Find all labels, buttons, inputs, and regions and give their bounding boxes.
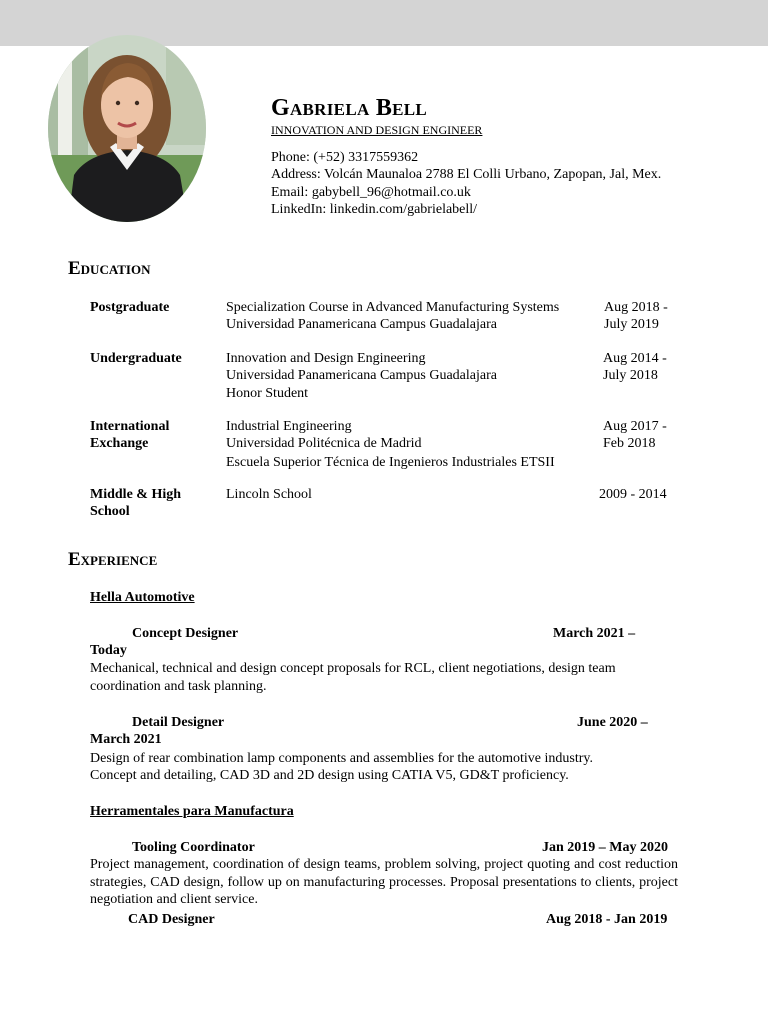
candidate-title: INNOVATION AND DESIGN ENGINEER [271, 123, 483, 137]
role-dates: Jan 2019 – May 2020 [542, 840, 668, 855]
role-title: CAD Designer [128, 912, 215, 927]
education-heading: Education [68, 258, 151, 279]
role-title: Tooling Coordinator [132, 840, 255, 855]
education-level: Postgraduate [90, 300, 170, 315]
role-dates: Aug 2018 - Jan 2019 [546, 912, 668, 927]
education-level: Middle & High [90, 487, 182, 502]
education-level: International [90, 419, 170, 434]
education-level: Undergraduate [90, 351, 182, 366]
phone-line: Phone: (+52) 3317559362 [271, 150, 419, 165]
role-dates: Today [90, 643, 127, 658]
education-dates: 2009 - 2014 [599, 487, 667, 502]
company-name: Herramentales para Manufactura [90, 804, 294, 819]
education-dates: July 2018 [603, 368, 658, 383]
role-description: Concept and detailing, CAD 3D and 2D design using CATIA V5, GD&T proficiency. [90, 768, 569, 783]
candidate-name: Gabriela Bell [271, 95, 428, 121]
role-description: Design of rear combination lamp components and assemblies for the automotive industry. [90, 751, 593, 766]
experience-heading: Experience [68, 549, 158, 570]
education-line: Lincoln School [226, 487, 312, 502]
linkedin-line[interactable]: LinkedIn: linkedin.com/gabrielabell/ [271, 202, 478, 217]
education-level: School [90, 504, 130, 519]
role-title: Detail Designer [132, 715, 225, 730]
role-description: Project management, coordination of design teams, problem solving, project quoting and cost reduction strategies, CAD design, follow up on manufacturing processes. Proposal presentations to clients, project negotiation and client service. [90, 857, 678, 907]
education-dates: Feb 2018 [603, 436, 656, 451]
profile-photo [48, 35, 206, 222]
role-title: Concept Designer [132, 626, 239, 641]
education-dates: Aug 2018 - [604, 300, 668, 315]
education-dates: July 2019 [604, 317, 659, 332]
role-description: Mechanical, technical and design concept proposals for RCL, client negotiations, design team [90, 661, 616, 676]
role-dates: March 2021 [90, 732, 162, 747]
role-dates: March 2021 – [553, 626, 636, 641]
education-line: Universidad Panamericana Campus Guadalajara [226, 368, 497, 383]
role-description: coordination and task planning. [90, 679, 267, 694]
education-line: Universidad Panamericana Campus Guadalajara [226, 317, 497, 332]
education-dates: Aug 2014 - [603, 351, 667, 366]
education-line: Universidad Politécnica de Madrid [226, 436, 422, 451]
email-line[interactable]: Email: gabybell_96@hotmail.co.uk [271, 185, 471, 200]
address-line: Address: Volcán Maunaloa 2788 El Colli Urbano, Zapopan, Jal, Mex. [271, 167, 662, 182]
company-name: Hella Automotive [90, 590, 195, 605]
role-dates: June 2020 – [577, 715, 648, 730]
education-line: Industrial Engineering [226, 419, 352, 434]
education-line: Escuela Superior Técnica de Ingenieros Industriales ETSII [226, 455, 555, 470]
education-line: Innovation and Design Engineering [226, 351, 426, 366]
education-line: Honor Student [226, 386, 309, 401]
education-dates: Aug 2017 - [603, 419, 667, 434]
education-line: Specialization Course in Advanced Manufacturing Systems [226, 300, 560, 315]
education-level: Exchange [90, 436, 149, 451]
